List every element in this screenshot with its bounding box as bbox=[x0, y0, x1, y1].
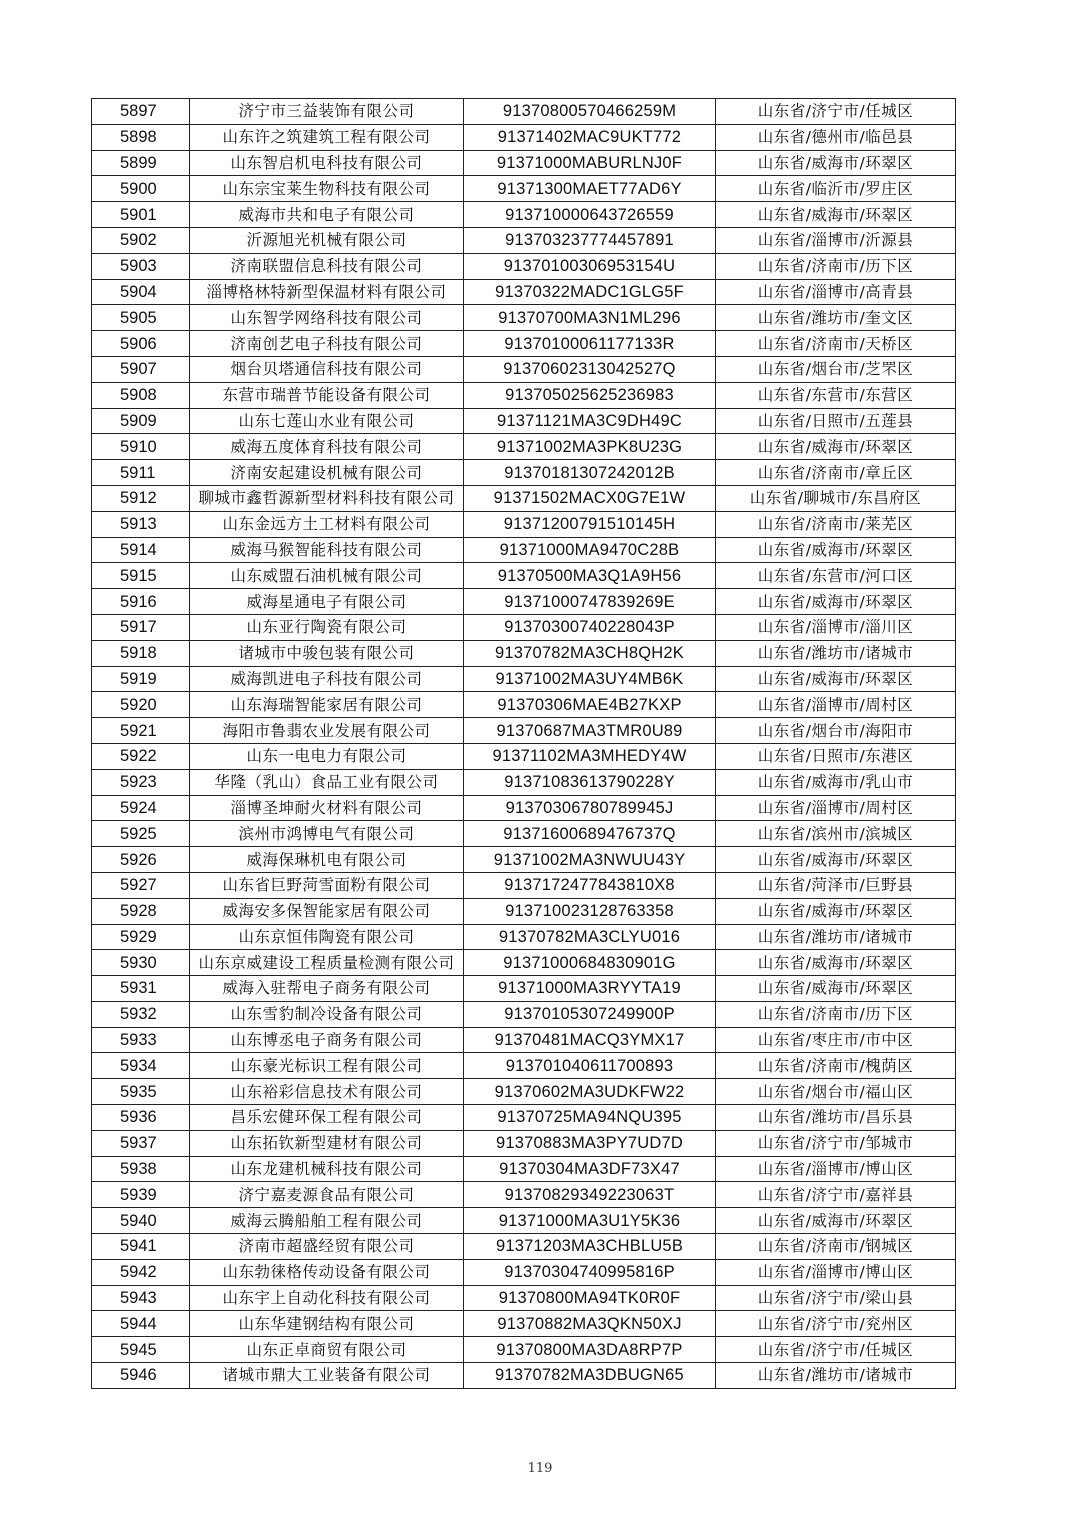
region-cell: 山东省/淄博市/高青县 bbox=[716, 279, 956, 305]
company-name-cell: 济南创艺电子科技有限公司 bbox=[190, 331, 464, 357]
row-number-cell: 5925 bbox=[92, 821, 190, 847]
table-row bbox=[92, 279, 956, 305]
credit-code-cell: 91370304MA3DF73X47 bbox=[464, 1156, 716, 1182]
row-number-cell: 5899 bbox=[92, 150, 190, 176]
company-name-cell: 威海星通电子有限公司 bbox=[190, 589, 464, 615]
company-name-cell: 山东宗宝莱生物科技有限公司 bbox=[190, 176, 464, 202]
table-row bbox=[92, 124, 956, 150]
region-cell: 山东省/枣庄市/市中区 bbox=[716, 1027, 956, 1053]
company-name-cell: 济南联盟信息科技有限公司 bbox=[190, 253, 464, 279]
credit-code-cell: 913701040611700893 bbox=[464, 1053, 716, 1079]
region-cell: 山东省/滨州市/滨城区 bbox=[716, 821, 956, 847]
credit-code-cell: 91371000MA9470C28B bbox=[464, 537, 716, 563]
table-row bbox=[92, 1079, 956, 1105]
table-row bbox=[92, 99, 956, 125]
company-name-cell: 山东京威建设工程质量检测有限公司 bbox=[190, 950, 464, 976]
region-cell: 山东省/济南市/天桥区 bbox=[716, 331, 956, 357]
region-cell: 山东省/潍坊市/奎文区 bbox=[716, 305, 956, 331]
region-cell: 山东省/威海市/环翠区 bbox=[716, 950, 956, 976]
row-number-cell: 5897 bbox=[92, 99, 190, 125]
region-cell: 山东省/济南市/章丘区 bbox=[716, 460, 956, 486]
region-cell: 山东省/东营市/河口区 bbox=[716, 563, 956, 589]
table-row bbox=[92, 176, 956, 202]
company-name-cell: 淄博格林特新型保温材料有限公司 bbox=[190, 279, 464, 305]
row-number-cell: 5945 bbox=[92, 1337, 190, 1363]
region-cell: 山东省/威海市/环翠区 bbox=[716, 589, 956, 615]
credit-code-cell: 91371200791510145H bbox=[464, 511, 716, 537]
region-cell: 山东省/临沂市/罗庄区 bbox=[716, 176, 956, 202]
region-cell: 山东省/日照市/五莲县 bbox=[716, 408, 956, 434]
table-row bbox=[92, 821, 956, 847]
credit-code-cell: 91371300MAET77AD6Y bbox=[464, 176, 716, 202]
region-cell: 山东省/烟台市/福山区 bbox=[716, 1079, 956, 1105]
row-number-cell: 5915 bbox=[92, 563, 190, 589]
table-row bbox=[92, 563, 956, 589]
company-name-cell: 山东正卓商贸有限公司 bbox=[190, 1337, 464, 1363]
table-row bbox=[92, 847, 956, 873]
credit-code-cell: 91371002MA3UY4MB6K bbox=[464, 666, 716, 692]
company-name-cell: 沂源旭光机械有限公司 bbox=[190, 227, 464, 253]
row-number-cell: 5901 bbox=[92, 202, 190, 228]
company-name-cell: 山东金远方土工材料有限公司 bbox=[190, 511, 464, 537]
table-row bbox=[92, 356, 956, 382]
row-number-cell: 5930 bbox=[92, 950, 190, 976]
table-row bbox=[92, 227, 956, 253]
region-cell: 山东省/济南市/莱芜区 bbox=[716, 511, 956, 537]
row-number-cell: 5907 bbox=[92, 356, 190, 382]
company-name-cell: 威海入驻帮电子商务有限公司 bbox=[190, 976, 464, 1002]
credit-code-cell: 91371000747839269E bbox=[464, 589, 716, 615]
credit-code-cell: 91371000MABURLNJ0F bbox=[464, 150, 716, 176]
table-row bbox=[92, 408, 956, 434]
company-name-cell: 山东亚行陶瓷有限公司 bbox=[190, 614, 464, 640]
region-cell: 山东省/济宁市/嘉祥县 bbox=[716, 1182, 956, 1208]
table-row bbox=[92, 640, 956, 666]
credit-code-cell: 91371002MA3NWUU43Y bbox=[464, 847, 716, 873]
table-row bbox=[92, 666, 956, 692]
region-cell: 山东省/威海市/环翠区 bbox=[716, 150, 956, 176]
credit-code-cell: 91370782MA3CH8QH2K bbox=[464, 640, 716, 666]
credit-code-cell: 91371000684830901G bbox=[464, 950, 716, 976]
credit-code-cell: 91370700MA3N1ML296 bbox=[464, 305, 716, 331]
region-cell: 山东省/威海市/环翠区 bbox=[716, 976, 956, 1002]
region-cell: 山东省/济南市/槐荫区 bbox=[716, 1053, 956, 1079]
company-name-cell: 济南市超盛经贸有限公司 bbox=[190, 1234, 464, 1260]
region-cell: 山东省/济南市/历下区 bbox=[716, 253, 956, 279]
row-number-cell: 5939 bbox=[92, 1182, 190, 1208]
region-cell: 山东省/淄博市/淄川区 bbox=[716, 614, 956, 640]
region-cell: 山东省/潍坊市/诸城市 bbox=[716, 1363, 956, 1389]
table-row bbox=[92, 1234, 956, 1260]
table-row bbox=[92, 1363, 956, 1389]
credit-code-cell: 91371002MA3PK8U23G bbox=[464, 434, 716, 460]
row-number-cell: 5909 bbox=[92, 408, 190, 434]
credit-code-cell: 91371502MACX0G7E1W bbox=[464, 485, 716, 511]
credit-code-cell: 91370800MA94TK0R0F bbox=[464, 1285, 716, 1311]
company-name-cell: 威海五度体育科技有限公司 bbox=[190, 434, 464, 460]
row-number-cell: 5910 bbox=[92, 434, 190, 460]
table-row bbox=[92, 1001, 956, 1027]
row-number-cell: 5944 bbox=[92, 1311, 190, 1337]
row-number-cell: 5942 bbox=[92, 1259, 190, 1285]
table-row bbox=[92, 434, 956, 460]
credit-code-cell: 913710000643726559 bbox=[464, 202, 716, 228]
credit-code-cell: 91370782MA3DBUGN65 bbox=[464, 1363, 716, 1389]
row-number-cell: 5935 bbox=[92, 1079, 190, 1105]
table-row bbox=[92, 1027, 956, 1053]
table-row bbox=[92, 485, 956, 511]
credit-code-cell: 91370481MACQ3YMX17 bbox=[464, 1027, 716, 1053]
credit-code-cell: 91370800MA3DA8RP7P bbox=[464, 1337, 716, 1363]
credit-code-cell: 91371203MA3CHBLU5B bbox=[464, 1234, 716, 1260]
table-row bbox=[92, 253, 956, 279]
region-cell: 山东省/威海市/乳山市 bbox=[716, 769, 956, 795]
credit-code-cell: 91370304740995816P bbox=[464, 1259, 716, 1285]
company-name-cell: 山东智启机电科技有限公司 bbox=[190, 150, 464, 176]
company-name-cell: 山东雪豹制冷设备有限公司 bbox=[190, 1001, 464, 1027]
row-number-cell: 5898 bbox=[92, 124, 190, 150]
table-row bbox=[92, 718, 956, 744]
table-row bbox=[92, 537, 956, 563]
row-number-cell: 5921 bbox=[92, 718, 190, 744]
company-name-cell: 山东博丞电子商务有限公司 bbox=[190, 1027, 464, 1053]
table-row bbox=[92, 692, 956, 718]
row-number-cell: 5905 bbox=[92, 305, 190, 331]
table-row bbox=[92, 1053, 956, 1079]
credit-code-cell: 91370687MA3TMR0U89 bbox=[464, 718, 716, 744]
company-name-cell: 威海保琳机电有限公司 bbox=[190, 847, 464, 873]
company-name-cell: 诸城市鼎大工业装备有限公司 bbox=[190, 1363, 464, 1389]
credit-code-cell: 91370181307242012B bbox=[464, 460, 716, 486]
credit-code-cell: 91370100306953154U bbox=[464, 253, 716, 279]
row-number-cell: 5943 bbox=[92, 1285, 190, 1311]
credit-code-cell: 91370800570466259M bbox=[464, 99, 716, 125]
table-row bbox=[92, 1285, 956, 1311]
credit-code-cell: 91371600689476737Q bbox=[464, 821, 716, 847]
row-number-cell: 5918 bbox=[92, 640, 190, 666]
row-number-cell: 5946 bbox=[92, 1363, 190, 1389]
row-number-cell: 5916 bbox=[92, 589, 190, 615]
company-name-cell: 山东省巨野菏雪面粉有限公司 bbox=[190, 872, 464, 898]
row-number-cell: 5932 bbox=[92, 1001, 190, 1027]
credit-code-cell: 9137172477843810X8 bbox=[464, 872, 716, 898]
company-name-cell: 威海马猴智能科技有限公司 bbox=[190, 537, 464, 563]
row-number-cell: 5908 bbox=[92, 382, 190, 408]
region-cell: 山东省/菏泽市/巨野县 bbox=[716, 872, 956, 898]
row-number-cell: 5906 bbox=[92, 331, 190, 357]
credit-code-cell: 91370882MA3QKN50XJ bbox=[464, 1311, 716, 1337]
company-name-cell: 山东威盟石油机械有限公司 bbox=[190, 563, 464, 589]
credit-code-cell: 91370602MA3UDKFW22 bbox=[464, 1079, 716, 1105]
region-cell: 山东省/烟台市/海阳市 bbox=[716, 718, 956, 744]
row-number-cell: 5941 bbox=[92, 1234, 190, 1260]
credit-code-cell: 91370306780789945J bbox=[464, 795, 716, 821]
company-name-cell: 济宁市三益装饰有限公司 bbox=[190, 99, 464, 125]
table-row bbox=[92, 614, 956, 640]
region-cell: 山东省/济宁市/任城区 bbox=[716, 99, 956, 125]
region-cell: 山东省/聊城市/东昌府区 bbox=[716, 485, 956, 511]
table-row bbox=[92, 1337, 956, 1363]
row-number-cell: 5931 bbox=[92, 976, 190, 1002]
company-name-cell: 山东裕彩信息技术有限公司 bbox=[190, 1079, 464, 1105]
row-number-cell: 5904 bbox=[92, 279, 190, 305]
table-row bbox=[92, 305, 956, 331]
company-name-cell: 山东智学网络科技有限公司 bbox=[190, 305, 464, 331]
region-cell: 山东省/东营市/东营区 bbox=[716, 382, 956, 408]
row-number-cell: 5902 bbox=[92, 227, 190, 253]
credit-code-cell: 913703237774457891 bbox=[464, 227, 716, 253]
region-cell: 山东省/威海市/环翠区 bbox=[716, 898, 956, 924]
company-name-cell: 烟台贝塔通信科技有限公司 bbox=[190, 356, 464, 382]
company-name-cell: 济南安起建设机械有限公司 bbox=[190, 460, 464, 486]
company-name-cell: 华隆（乳山）食品工业有限公司 bbox=[190, 769, 464, 795]
credit-code-cell: 91370602313042527Q bbox=[464, 356, 716, 382]
region-cell: 山东省/德州市/临邑县 bbox=[716, 124, 956, 150]
credit-code-cell: 91370300740228043P bbox=[464, 614, 716, 640]
row-number-cell: 5938 bbox=[92, 1156, 190, 1182]
table-row bbox=[92, 589, 956, 615]
credit-code-cell: 91370322MADC1GLG5F bbox=[464, 279, 716, 305]
credit-code-cell: 91371000MA3RYYTA19 bbox=[464, 976, 716, 1002]
credit-code-cell: 91370100061177133R bbox=[464, 331, 716, 357]
table-row bbox=[92, 460, 956, 486]
row-number-cell: 5929 bbox=[92, 924, 190, 950]
credit-code-cell: 91371000MA3U1Y5K36 bbox=[464, 1208, 716, 1234]
table-row bbox=[92, 872, 956, 898]
credit-code-cell: 91370782MA3CLYU016 bbox=[464, 924, 716, 950]
row-number-cell: 5924 bbox=[92, 795, 190, 821]
credit-code-cell: 913710023128763358 bbox=[464, 898, 716, 924]
table-row bbox=[92, 743, 956, 769]
company-name-cell: 山东豪光标识工程有限公司 bbox=[190, 1053, 464, 1079]
company-name-cell: 山东宇上自动化科技有限公司 bbox=[190, 1285, 464, 1311]
region-cell: 山东省/威海市/环翠区 bbox=[716, 434, 956, 460]
row-number-cell: 5923 bbox=[92, 769, 190, 795]
region-cell: 山东省/淄博市/博山区 bbox=[716, 1259, 956, 1285]
company-name-cell: 山东勃徕格传动设备有限公司 bbox=[190, 1259, 464, 1285]
company-name-cell: 山东京恒伟陶瓷有限公司 bbox=[190, 924, 464, 950]
credit-code-cell: 91371102MA3MHEDY4W bbox=[464, 743, 716, 769]
region-cell: 山东省/潍坊市/诸城市 bbox=[716, 640, 956, 666]
row-number-cell: 5928 bbox=[92, 898, 190, 924]
company-name-cell: 聊城市鑫哲源新型材料科技有限公司 bbox=[190, 485, 464, 511]
company-name-cell: 威海凯进电子科技有限公司 bbox=[190, 666, 464, 692]
company-name-cell: 威海云腾船舶工程有限公司 bbox=[190, 1208, 464, 1234]
row-number-cell: 5900 bbox=[92, 176, 190, 202]
company-name-cell: 淄博圣坤耐火材料有限公司 bbox=[190, 795, 464, 821]
row-number-cell: 5926 bbox=[92, 847, 190, 873]
region-cell: 山东省/威海市/环翠区 bbox=[716, 847, 956, 873]
region-cell: 山东省/淄博市/周村区 bbox=[716, 795, 956, 821]
table-row bbox=[92, 511, 956, 537]
company-name-cell: 昌乐宏健环保工程有限公司 bbox=[190, 1105, 464, 1131]
region-cell: 山东省/济南市/历下区 bbox=[716, 1001, 956, 1027]
row-number-cell: 5934 bbox=[92, 1053, 190, 1079]
company-name-cell: 威海安多保智能家居有限公司 bbox=[190, 898, 464, 924]
company-name-cell: 海阳市鲁翡农业发展有限公司 bbox=[190, 718, 464, 744]
row-number-cell: 5912 bbox=[92, 485, 190, 511]
region-cell: 山东省/威海市/环翠区 bbox=[716, 666, 956, 692]
row-number-cell: 5936 bbox=[92, 1105, 190, 1131]
company-list-table bbox=[91, 98, 956, 1389]
credit-code-cell: 91371083613790228Y bbox=[464, 769, 716, 795]
company-name-cell: 山东拓钦新型建材有限公司 bbox=[190, 1130, 464, 1156]
region-cell: 山东省/淄博市/周村区 bbox=[716, 692, 956, 718]
row-number-cell: 5914 bbox=[92, 537, 190, 563]
table-body bbox=[92, 99, 956, 1389]
page-number: 119 bbox=[527, 1461, 553, 1476]
table-row bbox=[92, 898, 956, 924]
row-number-cell: 5927 bbox=[92, 872, 190, 898]
table-row bbox=[92, 924, 956, 950]
credit-code-cell: 91370883MA3PY7UD7D bbox=[464, 1130, 716, 1156]
company-name-cell: 济宁嘉麦源食品有限公司 bbox=[190, 1182, 464, 1208]
row-number-cell: 5913 bbox=[92, 511, 190, 537]
table-row bbox=[92, 795, 956, 821]
row-number-cell: 5933 bbox=[92, 1027, 190, 1053]
table-row bbox=[92, 1259, 956, 1285]
row-number-cell: 5919 bbox=[92, 666, 190, 692]
table-row bbox=[92, 331, 956, 357]
credit-code-cell: 91370829349223063T bbox=[464, 1182, 716, 1208]
table-row bbox=[92, 1156, 956, 1182]
row-number-cell: 5937 bbox=[92, 1130, 190, 1156]
region-cell: 山东省/济宁市/邹城市 bbox=[716, 1130, 956, 1156]
region-cell: 山东省/烟台市/芝罘区 bbox=[716, 356, 956, 382]
region-cell: 山东省/日照市/东港区 bbox=[716, 743, 956, 769]
credit-code-cell: 91370725MA94NQU395 bbox=[464, 1105, 716, 1131]
company-name-cell: 山东许之筑建筑工程有限公司 bbox=[190, 124, 464, 150]
row-number-cell: 5911 bbox=[92, 460, 190, 486]
region-cell: 山东省/淄博市/沂源县 bbox=[716, 227, 956, 253]
region-cell: 山东省/淄博市/博山区 bbox=[716, 1156, 956, 1182]
table-row bbox=[92, 769, 956, 795]
table-row bbox=[92, 976, 956, 1002]
row-number-cell: 5917 bbox=[92, 614, 190, 640]
credit-code-cell: 91371402MAC9UKT772 bbox=[464, 124, 716, 150]
table-row bbox=[92, 1105, 956, 1131]
table-row bbox=[92, 382, 956, 408]
company-name-cell: 山东龙建机械科技有限公司 bbox=[190, 1156, 464, 1182]
credit-code-cell: 913705025625236983 bbox=[464, 382, 716, 408]
credit-code-cell: 91370306MAE4B27KXP bbox=[464, 692, 716, 718]
row-number-cell: 5903 bbox=[92, 253, 190, 279]
row-number-cell: 5940 bbox=[92, 1208, 190, 1234]
credit-code-cell: 91370105307249900P bbox=[464, 1001, 716, 1027]
credit-code-cell: 91370500MA3Q1A9H56 bbox=[464, 563, 716, 589]
row-number-cell: 5922 bbox=[92, 743, 190, 769]
region-cell: 山东省/威海市/环翠区 bbox=[716, 202, 956, 228]
region-cell: 山东省/济宁市/兖州区 bbox=[716, 1311, 956, 1337]
company-name-cell: 东营市瑞普节能设备有限公司 bbox=[190, 382, 464, 408]
company-name-cell: 山东一电电力有限公司 bbox=[190, 743, 464, 769]
company-name-cell: 山东华建钢结构有限公司 bbox=[190, 1311, 464, 1337]
company-name-cell: 滨州市鸿博电气有限公司 bbox=[190, 821, 464, 847]
table-row bbox=[92, 950, 956, 976]
company-name-cell: 山东海瑞智能家居有限公司 bbox=[190, 692, 464, 718]
row-number-cell: 5920 bbox=[92, 692, 190, 718]
company-name-cell: 威海市共和电子有限公司 bbox=[190, 202, 464, 228]
company-name-cell: 诸城市中骏包装有限公司 bbox=[190, 640, 464, 666]
table-row bbox=[92, 1130, 956, 1156]
table-row bbox=[92, 1311, 956, 1337]
table-row bbox=[92, 1182, 956, 1208]
region-cell: 山东省/济宁市/任城区 bbox=[716, 1337, 956, 1363]
region-cell: 山东省/威海市/环翠区 bbox=[716, 537, 956, 563]
region-cell: 山东省/济宁市/梁山县 bbox=[716, 1285, 956, 1311]
table-row bbox=[92, 1208, 956, 1234]
table-row bbox=[92, 202, 956, 228]
company-name-cell: 山东七莲山水业有限公司 bbox=[190, 408, 464, 434]
region-cell: 山东省/威海市/环翠区 bbox=[716, 1208, 956, 1234]
region-cell: 山东省/潍坊市/昌乐县 bbox=[716, 1105, 956, 1131]
table-row bbox=[92, 150, 956, 176]
region-cell: 山东省/潍坊市/诸城市 bbox=[716, 924, 956, 950]
credit-code-cell: 91371121MA3C9DH49C bbox=[464, 408, 716, 434]
region-cell: 山东省/济南市/钢城区 bbox=[716, 1234, 956, 1260]
